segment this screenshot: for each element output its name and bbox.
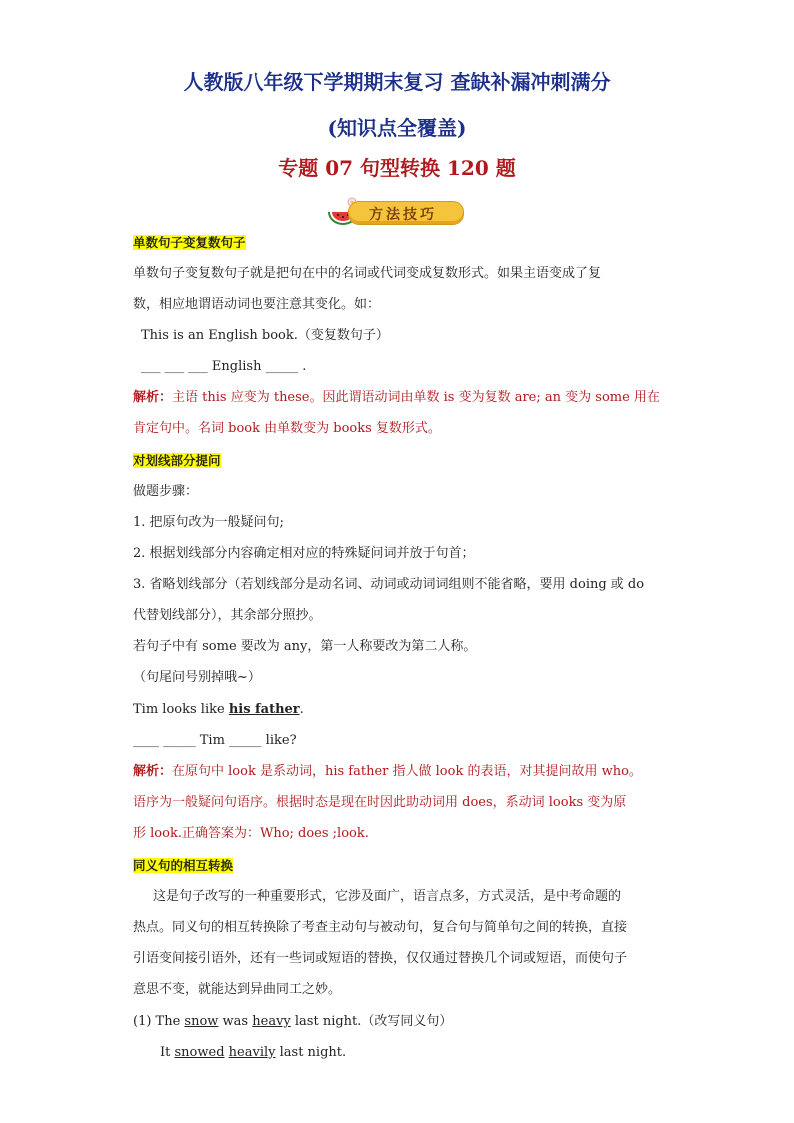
example-sentence: This is an English book.（变复数句子） (141, 328, 389, 343)
note-line: （句尾问号别掉哦~） (133, 670, 261, 685)
badge-label: 方法技巧 (369, 207, 437, 223)
method-tips-badge (326, 196, 466, 226)
document-title: 人教版八年级下学期期末复习 查缺补漏冲刺满分 (183, 70, 611, 94)
section-heading-synonym: 同义句的相互转换 (133, 858, 234, 873)
paragraph-line: 意思不变，就能达到异曲同工之妙。 (133, 982, 342, 997)
paragraph-line: 热点。同义句的相互转换除了考查主动句与被动句，复合句与简单句之间的转换，直接 (133, 920, 628, 935)
paragraph-line: 这是句子改写的一种重要形式，它涉及面广，语言点多，方式灵活，是中考命题的 (153, 889, 622, 904)
note-line: 若句子中有 some 要改为 any，第一人称要改为第二人称。 (133, 639, 477, 654)
example-blanks: ___ ___ ___ English _____ . (141, 359, 307, 374)
paragraph-line: 数，相应地谓语动词也要注意其变化。如： (133, 297, 381, 312)
analysis-line: 肯定句中。名词 book 由单数变为 books 复数形式。 (133, 421, 441, 436)
step-item: 1. 把原句改为一般疑问句; (133, 515, 284, 530)
badge-bar (348, 201, 464, 225)
section-heading-question: 对划线部分提问 (133, 453, 221, 468)
example-sentence: Tim looks like his father. (133, 702, 304, 717)
document-subtitle: (知识点全覆盖) (327, 116, 467, 140)
example-answer: It snowed heavily last night. (160, 1045, 347, 1060)
analysis-line: 解析：主语 this 应变为 these。因此谓语动词由单数 is 变为复数 are; an 变为 some 用在 (133, 390, 660, 405)
example-sentence: (1) The snow was heavy last night.（改写同义句） (133, 1014, 453, 1029)
step-item: 3. 省略划线部分（若划线部分是动名词、动词或动词词组则不能省略，要用 doing 或 do (133, 577, 645, 592)
step-item: 代替划线部分），其余部分照抄。 (133, 608, 322, 623)
analysis-line: 解析：在原句中 look 是系动词，his father 指人做 look 的表语，对其提问故用 who。 (133, 764, 642, 779)
section-heading-singular-to-plural: 单数句子变复数句子 (133, 235, 246, 250)
example-blanks: ____ _____ Tim _____ like? (133, 733, 297, 748)
paragraph-line: 引语变间接引语外，还有一些词或短语的替换，仅仅通过替换几个词或短语，而使句子 (133, 951, 628, 966)
analysis-line: 形 look.正确答案为：Who; does ;look. (133, 826, 369, 841)
paragraph-line: 单数句子变复数句子就是把句在中的名词或代词变成复数形式。如果主语变成了复 (133, 266, 602, 281)
analysis-line: 语序为一般疑问句语序。根据时态是现在时因此助动词用 does，系动词 looks 变为原 (133, 795, 627, 810)
topic-title: 专题 07 句型转换 120 题 (278, 156, 516, 180)
steps-label: 做题步骤： (133, 484, 199, 499)
step-item: 2. 根据划线部分内容确定相对应的特殊疑问词并放于句首； (133, 546, 475, 561)
